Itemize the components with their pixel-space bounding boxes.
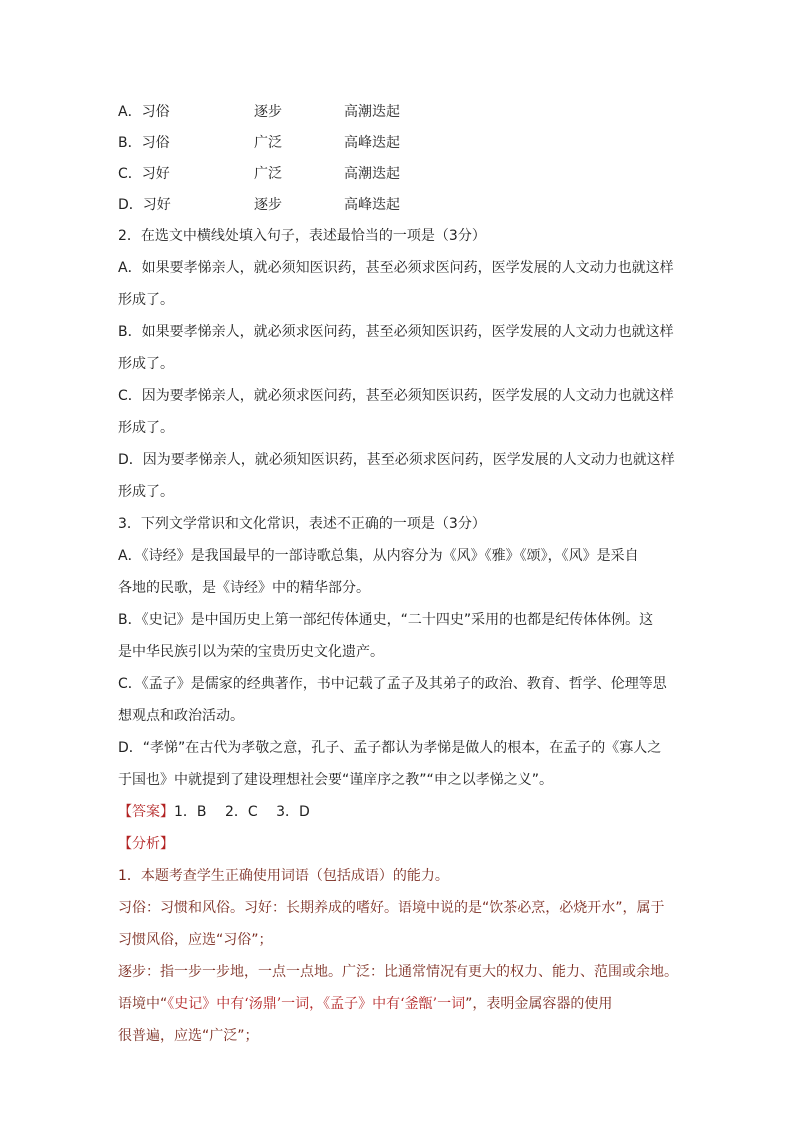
q1-option-b	[118, 133, 678, 153]
analysis-p2-line2: 习惯风俗，应选“习俗”；	[118, 932, 273, 948]
option-word-3: 高潮迭起	[344, 166, 400, 182]
q3-option-c-line2: 想观点和政治活动。	[118, 708, 244, 724]
q1-option-c	[118, 164, 678, 184]
q2-option-b-line2: 形成了。	[118, 356, 174, 372]
option-letter-word: B．习俗	[118, 135, 170, 151]
q3-option-b-line2: 是中华民族引以为荣的宝贵历史文化遗产。	[118, 644, 384, 660]
analysis-p4-pre: 语境中“	[118, 996, 168, 1012]
option-word-3: 高峰迭起	[344, 197, 400, 213]
q2-option-d-line1: D．因为要孝悌亲人，就必须知医识药，甚至必须求医问药，医学发展的人文动力也就这样	[118, 452, 675, 468]
q2-option-c-line2: 形成了。	[118, 420, 174, 436]
answer-label: 【答案】	[118, 804, 174, 820]
q3-option-a-line2: 各地的民歌，是《诗经》中的精华部分。	[118, 580, 370, 596]
option-letter-word: D．习好	[118, 197, 171, 213]
analysis-p2-line1: 习俗：习惯和风俗。习好：长期养成的嗜好。语境中说的是“饮茶必烹，必烧开水”，属于	[118, 900, 665, 916]
q2-stem: 2．在选文中横线处填入句子，表述最恰当的一项是（3分）	[118, 228, 486, 244]
q2-option-b-line1: B．如果要孝悌亲人，就必须求医问药，甚至必须知医识药，医学发展的人文动力也就这样	[118, 324, 674, 340]
analysis-p4-line1	[118, 994, 678, 1014]
q3-option-d-line2: 于国也》中就提到了建设理想社会要“谨庠序之教”“申之以孝悌之义”。	[118, 772, 554, 788]
option-word-2: 逐步	[254, 197, 282, 213]
analysis-p4-post: ”，表明金属容器的使用	[465, 996, 613, 1012]
option-letter-word: C．习好	[118, 166, 170, 182]
analysis-p3: 逐步：指一步一步地，一点一点地。广泛：比通常情况有更大的权力、能力、范围或余地。	[118, 964, 678, 980]
option-word-3: 高峰迭起	[344, 135, 400, 151]
analysis-p1: 1．本题考查学生正确使用词语（包括成语）的能力。	[118, 868, 449, 884]
option-word-2: 广泛	[254, 135, 282, 151]
option-word-3: 高潮迭起	[344, 104, 400, 120]
q3-stem: 3．下列文学常识和文化常识，表述不正确的一项是（3分）	[118, 516, 486, 532]
option-letter-word: A．习俗	[118, 104, 170, 120]
q1-option-d	[118, 195, 678, 215]
q3-option-d-line1: D．“孝悌”在古代为孝敬之意，孔子、孟子都认为孝悌是做人的根本，在孟子的《寡人之	[118, 740, 662, 756]
answer-text: 1．B 2．C 3．D	[174, 804, 310, 820]
option-word-2: 广泛	[254, 166, 282, 182]
q1-option-a	[118, 102, 678, 122]
analysis-p4-line2: 很普遍，应选“广泛”；	[118, 1028, 259, 1044]
q2-option-c-line1: C．因为要孝悌亲人，就必须求医问药，甚至必须知医识药，医学发展的人文动力也就这样	[118, 388, 674, 404]
q2-option-d-line2: 形成了。	[118, 484, 174, 500]
analysis-p4-quote: 《史记》中有‘汤鼎’一词，《孟子》中有‘釜甑’一词	[167, 996, 466, 1012]
q3-option-c-line1: C．《孟子》是儒家的经典著作，书中记载了孟子及其弟子的政治、教育、哲学、伦理等思	[118, 676, 667, 692]
option-word-2: 逐步	[254, 104, 282, 120]
q2-option-a-line2: 形成了。	[118, 292, 174, 308]
analysis-label: 【分析】	[118, 836, 174, 852]
q3-option-a-line1: A．《诗经》是我国最早的一部诗歌总集，从内容分为《风》《雅》《颂》，《风》是采自	[118, 548, 639, 564]
q3-option-b-line1: B．《史记》是中国历史上第一部纪传体通史，“二十四史”采用的也都是纪传体体例。这	[118, 612, 654, 628]
answer-line	[118, 802, 678, 822]
q2-option-a-line1: A．如果要孝悌亲人，就必须知医识药，甚至必须求医问药，医学发展的人文动力也就这样	[118, 260, 674, 276]
